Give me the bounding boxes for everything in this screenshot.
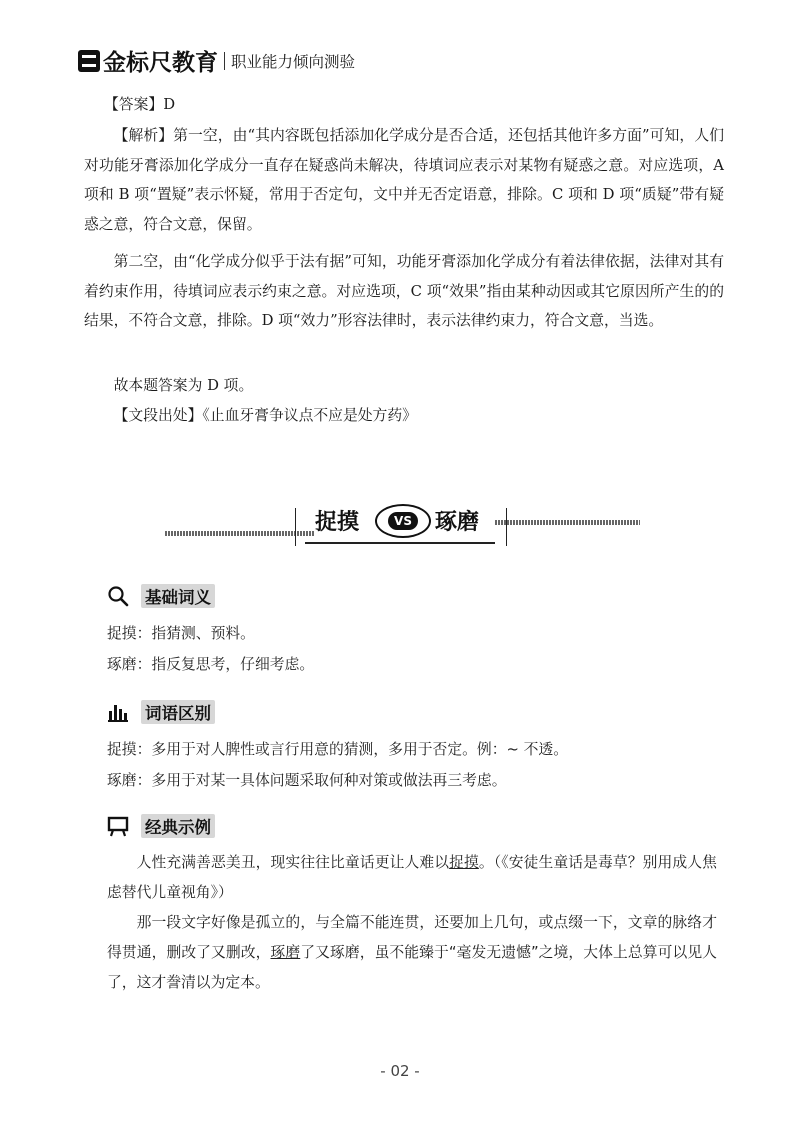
basic-line-1: 捉摸：指猜测、预料。 (107, 625, 255, 642)
banner-right-rule (495, 520, 640, 525)
source-line (84, 401, 724, 431)
example-2-pre: 那一段文字好像是孤立的，与全篇不能连贯，还要加上几句，或点缀一下，文章的脉络才得贯通，删改了又删改， (107, 914, 717, 961)
vs-banner (165, 498, 640, 546)
page-number: - 02 - (380, 1062, 420, 1080)
analysis-conclusion: 故本题答案为 D 项。 (113, 377, 254, 394)
example-2-keyword: 琢磨 (270, 944, 301, 961)
section-example-heading (107, 814, 215, 838)
bar-chart-icon (107, 701, 129, 723)
analysis-text-1: 第一空，由“其内容既包括添加化学成分是否合适，还包括其他许多方面”可知，人们对功能牙膏添加化学成分一直存在疑惑尚未解决，待填词应表示对某物有疑惑之意。对应选项，A 项和 B 项“置疑”表示怀疑，常用于否定句，文中并无否定语意，排除。C 项和 D 项“质疑”带有疑惑之意，符合文意，保留。 (84, 127, 724, 233)
header-subtitle: 职业能力倾向测验 (231, 52, 356, 71)
banner-frame-bottom (305, 542, 495, 544)
header-divider (224, 52, 225, 70)
example-2 (107, 908, 717, 998)
analysis-label: 【解析】 (113, 127, 174, 144)
section-diff-heading (107, 700, 215, 724)
example-1-post: 。（《安徒生童话是毒草？别用成人焦虑替代儿童视角》） (107, 854, 717, 901)
source-label: 【文段出处】 (113, 407, 203, 424)
example-1-pre: 人性充满善恶美丑，现实往往比童话更让人难以 (136, 854, 450, 871)
diff-line-1: 捉摸：多用于对人脾性或言行用意的猜测，多用于否定。例：~ 不透。 (107, 741, 569, 758)
section-basic-heading (107, 584, 215, 608)
logo-icon (78, 50, 100, 72)
example-1 (107, 848, 717, 908)
diff-line-2: 琢磨：多用于对某一具体问题采取何种对策或做法再三考虑。 (107, 772, 507, 789)
presentation-board-icon (107, 815, 129, 837)
analysis-paragraph-1 (84, 121, 724, 239)
answer-label: 【答案】 (104, 96, 164, 113)
logo-text: 金标尺教育 (103, 50, 218, 76)
vs-word-left: 捉摸 (315, 510, 360, 535)
page-header (78, 44, 355, 77)
analysis-paragraph-2: 第二空，由“化学成分似乎于法有据”可知，功能牙膏添加化学成分有着法律依据，法律对其有着约束作用，待填词应表示约束之意。对应选项，C 项“效果”指由某种动因或其它原因所产生的的结果，不符合文意，排除。D 项“效力”形容法律时，表示法律约束力，符合文意，当选。 (84, 253, 724, 329)
example-2-post: 了又琢磨，虽不能臻于“毫发无遗憾”之境，大体上总算可以见人了，这才誊清以为定本。 (107, 944, 717, 991)
vs-word-right: 琢磨 (435, 510, 480, 535)
search-icon (107, 585, 129, 607)
basic-line-2: 琢磨：指反复思考，仔细考虑。 (107, 656, 315, 673)
example-1-keyword: 捉摸 (449, 854, 479, 871)
vs-label: VS (388, 512, 418, 530)
section-basic-title: 基础词义 (141, 584, 215, 608)
answer-line (104, 90, 744, 120)
section-example-title: 经典示例 (141, 814, 215, 838)
vs-badge (375, 504, 431, 538)
source-text: 《止血牙膏争议点不应是处方药》 (202, 407, 417, 424)
banner-left-rule (165, 531, 315, 536)
section-diff-title: 词语区别 (141, 700, 215, 724)
answer-value: D (163, 96, 176, 113)
